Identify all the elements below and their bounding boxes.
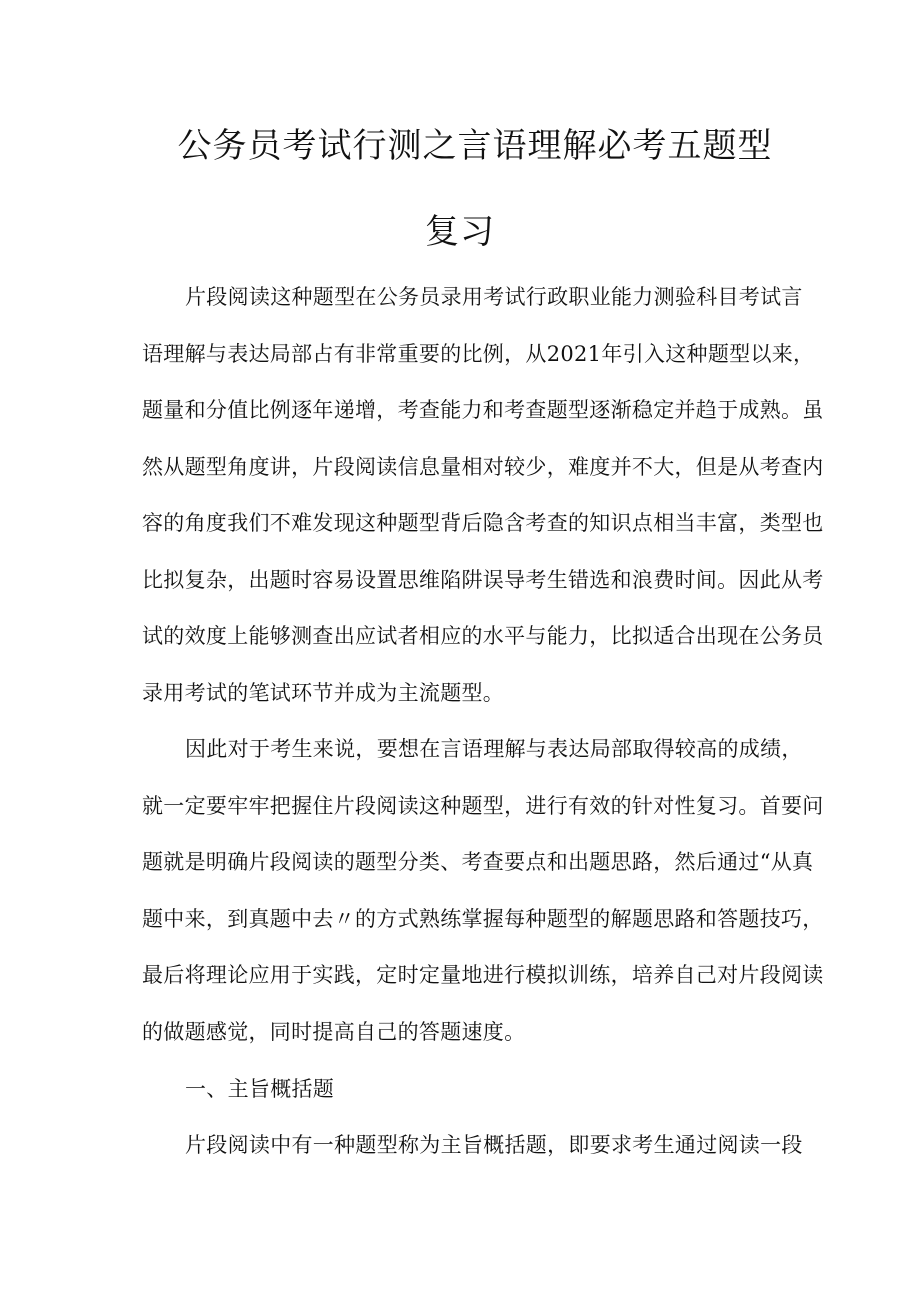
paragraph-1-line-8: 录用考试的笔试环节并成为主流题型。 [142,681,505,705]
paragraph-3-line-1: 片段阅读中有一种题型称为主旨概括题，即要求考生通过阅读一段 [185,1133,803,1157]
paragraph-1-line-2: 语理解与表达局部占有非常重要的比例，从2021年引入这种题型以来， [142,342,815,366]
paragraph-2-line-4: 题中来，到真题中去〃的方式熟练掌握每种题型的解题思路和答题技巧， [142,907,824,931]
paragraph-2-line-6: 的做题感觉，同时提高自己的答题速度。 [142,1020,526,1044]
paragraph-1-line-4: 然从题型角度讲，片段阅读信息量相对较少，难度并不大，但是从考查内 [142,455,824,479]
paragraph-1-line-7: 试的效度上能够测查出应试者相应的水平与能力，比拟适合出现在公务员 [142,624,824,648]
paragraph-2-line-3: 题就是明确片段阅读的题型分类、考查要点和出题思路，然后通过“从真 [142,850,814,874]
paragraph-1-line-3: 题量和分值比例逐年递增，考查能力和考查题型逐渐稳定并趋于成熟。虽 [142,398,824,422]
paragraph-2-line-1: 因此对于考生来说，要想在言语理解与表达局部取得较高的成绩， [185,737,803,761]
paragraph-2-line-5: 最后将理论应用于实践，定时定量地进行模拟训练，培养自己对片段阅读 [142,963,824,987]
section-heading: 一、主旨概括题 [185,1077,335,1101]
document-title-line-1: 公务员考试行测之言语理解必考五题型 [177,126,773,166]
paragraph-1-line-1: 片段阅读这种题型在公务员录用考试行政职业能力测验科目考试言 [185,285,803,309]
paragraph-1-line-6: 比拟复杂，出题时容易设置思维陷阱误导考生错选和浪费时间。因此从考 [142,568,824,592]
paragraph-2-line-2: 就一定要牢牢把握住片段阅读这种题型，进行有效的针对性复习。首要问 [142,794,824,818]
document-title-line-2: 复习 [425,212,495,252]
paragraph-1-line-5: 容的角度我们不难发现这种题型背后隐含考查的知识点相当丰富，类型也 [142,511,824,535]
